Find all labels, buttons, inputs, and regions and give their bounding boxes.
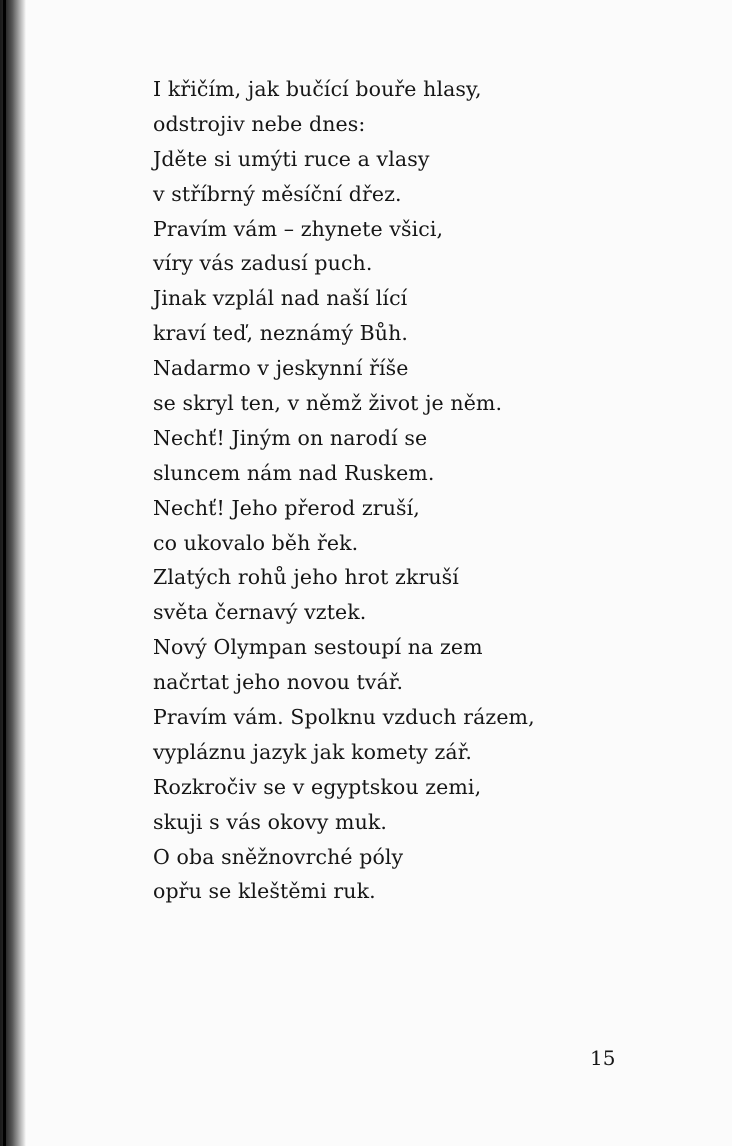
poem-line: kraví teď, neznámý Bůh. — [153, 321, 409, 346]
poem-line: I křičím, jak bučící bouře hlasy, — [153, 77, 482, 101]
poem-line: sluncem nám nad Ruskem. — [153, 460, 435, 485]
poem-line: Rozkročiv se v egyptskou zemi, — [153, 774, 482, 799]
poem-line: Pravím vám. Spolknu vzduch rázem, — [153, 705, 535, 730]
poem-line: Jděte si umýti ruce a vlasy — [153, 146, 430, 171]
poem-line: vypláznu jazyk jak komety zář. — [153, 739, 472, 764]
page-edge — [3, 0, 6, 1146]
poem-line: co ukovalo běh řek. — [153, 530, 359, 555]
poem-line: Nadarmo v jeskynní říše — [153, 356, 409, 381]
poem-line: Nechť! Jiným on narodí se — [153, 425, 428, 450]
poem-line: O oba sněžnovrché póly — [153, 844, 404, 869]
poem-line: víry vás zadusí puch. — [153, 251, 373, 276]
poem-line: v stříbrný měsíční dřez. — [153, 181, 402, 206]
poem-line: Nechť! Jeho přerod zruší, — [153, 495, 420, 520]
poem-line: Jinak vzplál nad naší lící — [153, 286, 408, 311]
poem-line: odstrojiv nebe dnes: — [153, 111, 366, 136]
poem-line: Nový Olympan sestoupí na zem — [153, 635, 483, 660]
poem-line: načrtat jeho novou tvář. — [153, 670, 404, 695]
poem-line: skuji s vás okovy muk. — [153, 809, 388, 834]
poem-line: světa černavý vztek. — [153, 600, 367, 625]
poem-line: opřu se kleštěmi ruk. — [153, 879, 376, 904]
page-number: 15 — [590, 1046, 616, 1070]
poem-line: Zlatých rohů jeho hrot zkruší — [153, 565, 459, 590]
poem-line: Pravím vám – zhynete všici, — [153, 216, 444, 241]
poem-text — [153, 72, 593, 909]
poem-line: se skryl ten, v němž život je něm. — [153, 391, 503, 416]
